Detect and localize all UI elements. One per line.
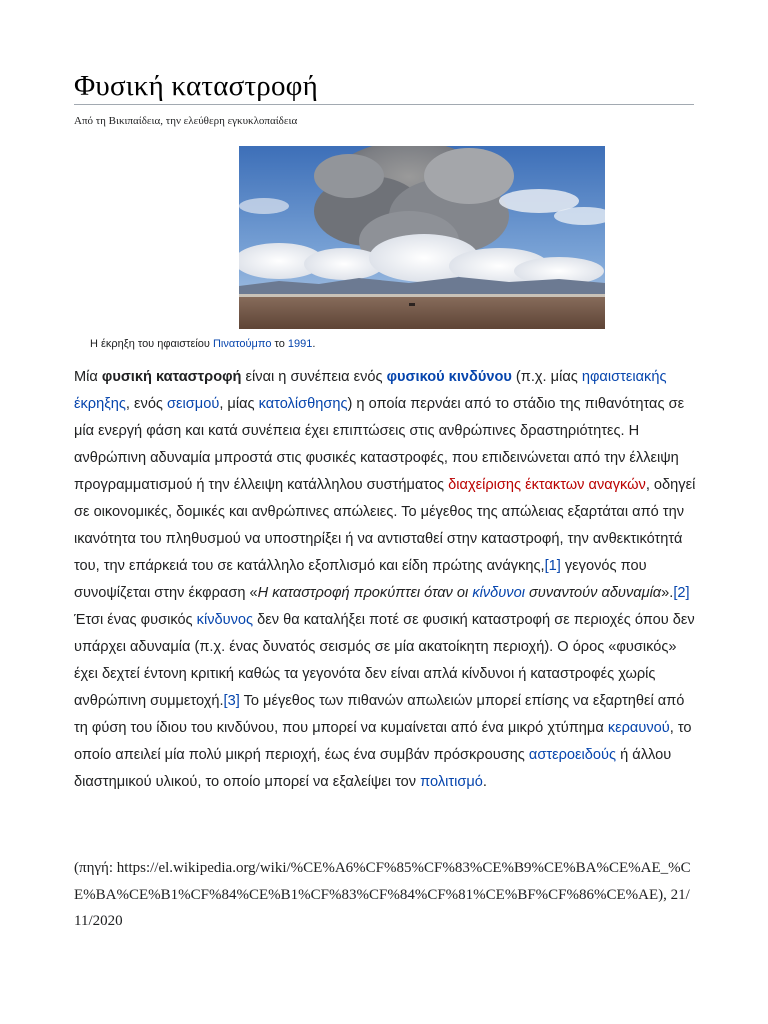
- page-title: Φυσική καταστροφή: [74, 70, 318, 102]
- hazard-link[interactable]: κίνδυνος: [196, 612, 254, 628]
- caption-text: το: [271, 338, 288, 350]
- caption-text: .: [312, 338, 316, 350]
- body-text: δεν θα καταλήξει ποτέ σε φυσική καταστροφή σε περιοχές όπου δεν υπάρχει αδυναμία (π.χ. ένας δυνατός σεισμός σε μία ακατοίκητη περιοχή). Ο όρος «φυσικός» έχει δεχτεί έντονη κριτική καθώς τα γεγονότα δεν είναι απλά κίνδυνοι ή καταστροφές χωρίς ανθρώπινη συμμετοχή.: [74, 612, 695, 709]
- emergency-management-link[interactable]: διαχείρισης έκτακτων αναγκών: [448, 477, 646, 493]
- hazards-link[interactable]: κίνδυνοι: [472, 585, 525, 601]
- body-text: είναι η συνέπεια ενός: [241, 369, 387, 385]
- quote-text: Η καταστροφή προκύπτει όταν οι: [257, 585, 473, 601]
- asteroid-link[interactable]: αστεροειδούς: [528, 747, 617, 763]
- volcanic-eruption-link[interactable]: ηφαιστειακής έκρηξης: [74, 369, 667, 412]
- landslide-link[interactable]: κατολίσθησης: [258, 396, 348, 412]
- body-text: Έτσι ένας φυσικός: [74, 612, 197, 628]
- body-text: (π.χ. μίας: [511, 369, 582, 385]
- title-divider: [74, 104, 694, 105]
- intro-paragraph: [74, 364, 696, 796]
- bold-term: φυσική καταστροφή: [101, 369, 242, 385]
- site-tagline: Από τη Βικιπαίδεια, την ελεύθερη εγκυκλοπαίδεια: [74, 115, 298, 127]
- body-text: ) η οποία περνάει από το στάδιο της πιθανότητας σε μία ενεργή φάση και κατά συνέπεια έχει επιπτώσεις στις ανθρώπινες δραστηριότητες. Η ανθρώπινη αδυναμία μπροστά στις φυσικές καταστροφές, που επιδεινώνεται από την έλλειψη προγραμματισμού ή την έλλειψη κατάλληλου συστήματος: [74, 396, 685, 493]
- body-text: ».: [661, 585, 674, 601]
- body-text: γεγονός που συνοψίζεται στην έκφραση «: [74, 558, 647, 601]
- eruption-photo[interactable]: [239, 146, 605, 329]
- civilization-link[interactable]: πολιτισμό: [420, 774, 483, 790]
- body-text: , το οποίο απειλεί μία πολύ μικρή περιοχή, έως ένα συμβάν πρόσκρουσης: [74, 720, 692, 763]
- body-text: ή άλλου διαστημικού υλικού, το οποίο μπορεί να εξαλείψει τον: [74, 747, 672, 790]
- earthquake-link[interactable]: σεισμού: [167, 396, 220, 412]
- figure-caption: [90, 338, 315, 350]
- lightning-link[interactable]: κεραυνού: [607, 720, 670, 736]
- reference-3-link[interactable]: [3]: [223, 693, 240, 709]
- year-1991-link[interactable]: 1991: [287, 338, 313, 350]
- article-body: [74, 364, 696, 796]
- caption-text: Η έκρηξη του ηφαιστείου: [90, 338, 213, 350]
- natural-hazard-link[interactable]: φυσικού κινδύνου: [386, 369, 512, 385]
- body-text: , ενός: [125, 396, 168, 412]
- reference-2-link[interactable]: [2]: [673, 585, 690, 601]
- pinatubo-link[interactable]: Πινατούμπο: [212, 338, 272, 350]
- body-text: Μία: [74, 369, 102, 385]
- body-text: , οδηγεί σε οικονομικές, δομικές και ανθρώπινες απώλειες. Το μέγεθος της απώλειας εξαρτάται από την ικανότητα του πληθυσμού να υποστηρίξει ή να αντισταθεί στην καταστροφή, την ανθεκτικότητά του, την επάρκειά του σε κατάλληλο εξοπλισμό και είδη πρώτης ανάγκης,: [74, 477, 696, 574]
- source-citation: (πηγή: https://el.wikipedia.org/wiki/%CE%A6%CF%85%CF%83%CE%B9%CE%BA%CE%AE_%CE%BA%CE%B1%CF%84%CE%B1%CF%83%CF%84%CF%81%CE%BF%CF%86%CE%AE), 21/11/2020: [74, 860, 691, 929]
- reference-1-link[interactable]: [1]: [544, 558, 561, 574]
- body-text: .: [482, 774, 487, 790]
- body-text: Το μέγεθος των πιθανών απωλειών μπορεί επίσης να εξαρτηθεί από τη φύση του ίδιου του κινδύνου, που μπορεί να κυμαίνεται από ένα μικρό χτύπημα: [74, 693, 685, 736]
- body-text: , μίας: [219, 396, 259, 412]
- quote-text: συναντούν αδυναμία: [524, 585, 662, 601]
